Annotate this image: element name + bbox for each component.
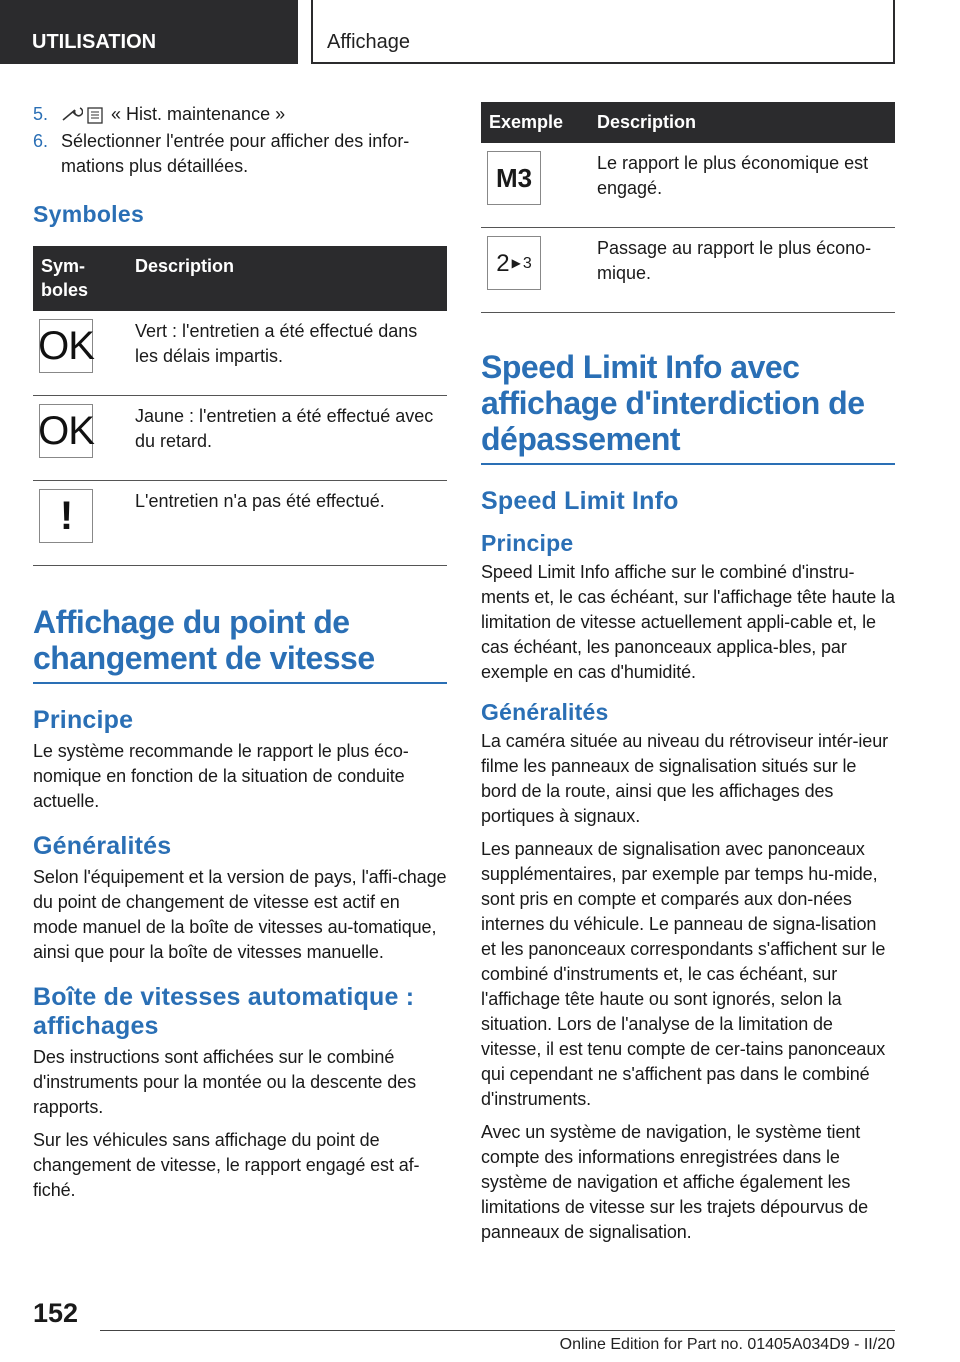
gear-shift-2-3-icon: 2 ▶ 3 xyxy=(487,236,541,290)
ok-green-icon: OK xyxy=(39,319,93,373)
generalites-text-3: Avec un système de navigation, le système tient compte des informations enregistrées dans le système de navigation et affiche également les limitations de vitesse sur les trajets dépourvus de panneaux de signalisation. xyxy=(481,1122,869,1242)
header-section: UTILISATION xyxy=(0,0,298,64)
right-column xyxy=(481,102,895,1253)
principe-heading: Principe xyxy=(33,706,134,734)
principe-text: Speed Limit Info affiche sur le combiné d'instru-ments et, le cas échéant, sur l'affichage tête haute la limitation de vitesse actuellement appli-cable et, le cas échéant, les panonceaux applica-bles, par exemple en cas d'humidité. xyxy=(481,562,895,682)
sli-heading: Speed Limit Info xyxy=(481,487,679,515)
header-chapter: Affichage xyxy=(311,0,895,64)
row-description: Passage au rapport le plus écono-mique. xyxy=(589,228,895,313)
step-number: 5. xyxy=(33,104,49,124)
exclamation-icon: ! xyxy=(39,489,93,543)
auto-gearbox-text-1: Des instructions sont affichées sur le combiné d'instruments pour la montée ou la descente des rapports. xyxy=(33,1047,416,1117)
row-description: Jaune : l'entretien a été effectué avec du retard. xyxy=(127,396,447,481)
generalites-heading: Généralités xyxy=(33,832,172,860)
section-title: Speed Limit Info avec affichage d'interdiction de dépassement xyxy=(481,349,895,465)
step-6 xyxy=(33,129,447,179)
row-description: Le rapport le plus économique est engagé. xyxy=(589,143,895,228)
page-number: 152 xyxy=(33,1298,79,1328)
left-column xyxy=(33,102,447,1211)
step-5 xyxy=(33,102,447,127)
generalites-text-1: La caméra située au niveau du rétroviseur intér-ieur filme les panneaux de signalisation situés sur le bord de la route, ainsi que les affichages des portiques à signaux. xyxy=(481,731,889,826)
generalites-heading: Généralités xyxy=(481,699,609,725)
auto-gearbox-heading: Boîte de vitesses automatique : affichages xyxy=(33,983,415,1040)
principe-heading: Principe xyxy=(481,530,574,556)
list-icon xyxy=(87,106,103,124)
example-table xyxy=(481,102,895,313)
step-text: Sélectionner l'entrée pour afficher des infor-mations plus détaillées. xyxy=(61,131,410,176)
table-row xyxy=(33,311,447,396)
generalites-text-2: Les panneaux de signalisation avec panonceaux supplémentaires, par exemple par temps hu-mide, sont pris en compte et comparés aux don-nées internes du véhicule. Le panneau de signa-lisation et les panonceaux correspondants s'affichent sur le combiné d'instruments et, le cas échéant, sur l'affichage tête haute ou sont ignorés, selon la situation. Lors de l'analyse de la limitation de vitesse, il est tenu compte de cer-tains panonceaux qui cependant ne s'affichent pas dans le combiné d'instruments. xyxy=(481,839,886,1109)
step-text: « Hist. maintenance » xyxy=(111,104,286,124)
column-header: Description xyxy=(127,246,447,311)
arrow-right-icon: ▶ xyxy=(511,255,521,270)
symbols-table xyxy=(33,246,447,566)
edition-note: Online Edition for Part no. 01405A034D9 - II/20 xyxy=(559,1336,895,1353)
column-header: Sym-boles xyxy=(33,246,127,311)
wrench-icon xyxy=(61,106,83,122)
column-header: Exemple xyxy=(481,102,589,143)
section-title: Affichage du point de changement de vitesse xyxy=(33,604,447,684)
row-description: L'entretien n'a pas été effectué. xyxy=(127,481,447,566)
table-row xyxy=(33,481,447,566)
auto-gearbox-text-2: Sur les véhicules sans affichage du point de changement de vitesse, le rapport engagé est af-fiché. xyxy=(33,1130,420,1200)
footer-divider xyxy=(100,1330,895,1331)
column-header: Description xyxy=(589,102,895,143)
row-description: Vert : l'entretien a été effectué dans les délais impartis. xyxy=(127,311,447,396)
table-row xyxy=(33,396,447,481)
generalites-text: Selon l'équipement et la version de pays, l'affi-chage du point de changement de vitesse est actif en mode manuel de la boîte de vitesses au-tomatique, ainsi que pour la boîte de vitesses manuelle. xyxy=(33,867,447,962)
ok-yellow-icon: OK xyxy=(39,404,93,458)
gear-m3-icon: M3 xyxy=(487,151,541,205)
step-number: 6. xyxy=(33,131,49,151)
symbols-heading: Symboles xyxy=(33,201,145,227)
principe-text: Le système recommande le rapport le plus éco-nomique en fonction de la situation de conduite actuelle. xyxy=(33,741,409,811)
table-row xyxy=(481,143,895,228)
table-row xyxy=(481,228,895,313)
